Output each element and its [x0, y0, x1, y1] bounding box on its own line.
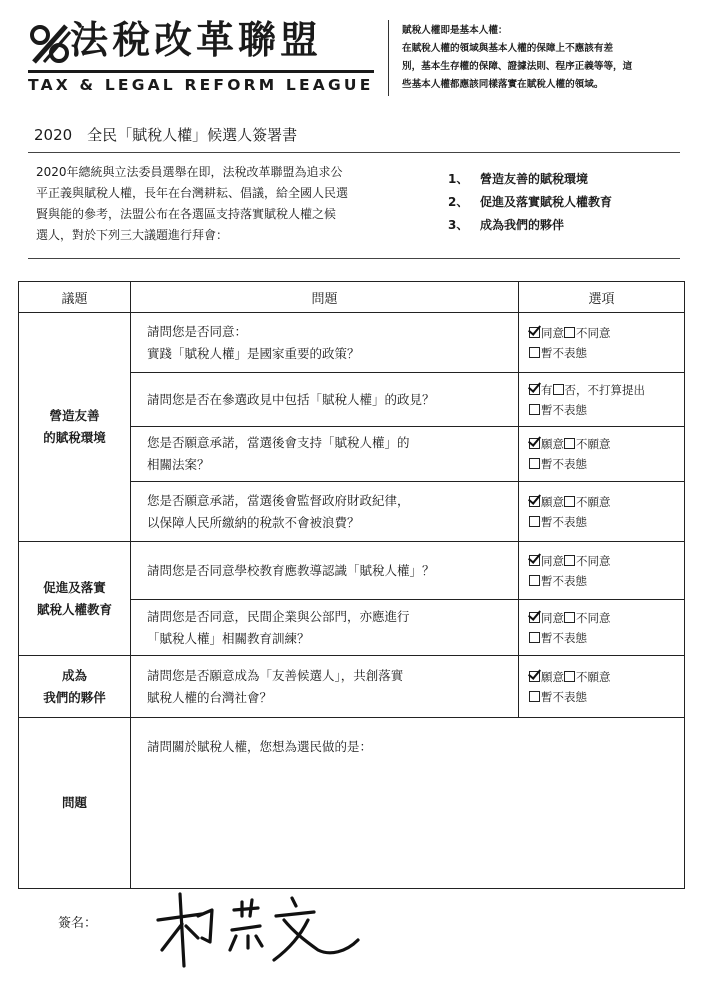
- option-label: 不同意: [576, 553, 611, 568]
- question-line: 請問您是否願意成為「友善候選人」，共創落實: [147, 667, 404, 683]
- question-row: [19, 313, 685, 373]
- option-label: 暫不表態: [541, 573, 587, 588]
- header-note-line: 賦稅人權即是基本人權：: [402, 25, 508, 36]
- checkbox[interactable]: [529, 347, 540, 358]
- signature-label: 簽名：: [58, 916, 98, 931]
- answer-options: [519, 373, 685, 427]
- checkbox[interactable]: [564, 496, 575, 507]
- header-question: 問題: [131, 282, 519, 313]
- question-line: 賦稅人權的台灣社會？: [147, 689, 273, 705]
- issue-list: [448, 168, 612, 237]
- option-label: 不願意: [576, 494, 611, 509]
- option-label: 否，不打算提出: [564, 382, 645, 397]
- issue-number: 2、: [448, 195, 469, 209]
- answer-options: [519, 542, 685, 600]
- intro-divider: [28, 258, 680, 259]
- option-label: 暫不表態: [541, 630, 587, 645]
- option-line: [529, 571, 684, 591]
- intro-line: 平正義與賦稅人權，長年在台灣耕耘、倡議，給全國人民選: [36, 186, 349, 200]
- questionnaire-table: [18, 281, 685, 889]
- header-options: 選項: [519, 282, 685, 313]
- logo-underline: [28, 70, 374, 73]
- topic-category: [19, 542, 131, 656]
- option-label: 不願意: [576, 669, 611, 684]
- org-name-cn: 法稅改革聯盟: [70, 18, 323, 62]
- question-line: 請問您是否同意，民間企業與公部門，亦應進行: [147, 608, 410, 624]
- checked-checkbox[interactable]: [529, 438, 540, 449]
- title-divider: [28, 152, 680, 153]
- header-note-line: 別，基本生存權的保障、證據法則、程序正義等等，這: [402, 61, 633, 72]
- checkbox[interactable]: [529, 404, 540, 415]
- issue-text: 營造友善的賦稅環境: [480, 172, 589, 186]
- issue-number: 1、: [448, 172, 469, 186]
- document-title: 2020 全民「賦稅人權」候選人簽署書: [34, 126, 298, 144]
- checkbox[interactable]: [564, 555, 575, 566]
- option-line: [529, 323, 684, 343]
- checkbox[interactable]: [529, 575, 540, 586]
- header-note-line: 些基本人權都應該同樣落實在賦稅人權的領域。: [402, 79, 604, 90]
- option-line: [529, 343, 684, 363]
- question-text: [131, 656, 519, 718]
- option-label: 暫不表態: [541, 689, 587, 704]
- option-label: 不願意: [576, 437, 611, 451]
- option-label: 暫不表態: [541, 457, 587, 471]
- option-line: [529, 512, 684, 532]
- option-label: 同意: [541, 325, 564, 340]
- option-line: [529, 380, 684, 400]
- option-label: 暫不表態: [541, 402, 587, 417]
- question-line: 您是否願意承諾，當選後會監督政府財政紀律，: [147, 492, 410, 508]
- issue-text: 促進及落實賦稅人權教育: [480, 195, 613, 209]
- question-text: [131, 600, 519, 656]
- question-text: [131, 482, 519, 542]
- question-line: 請問您是否同意：: [147, 323, 248, 339]
- option-line: [529, 608, 684, 628]
- checked-checkbox[interactable]: [529, 327, 540, 338]
- checked-checkbox[interactable]: [529, 496, 540, 507]
- option-line: [529, 667, 684, 687]
- answer-options: [519, 600, 685, 656]
- question-line: 相關法案？: [147, 457, 210, 472]
- league-logo-icon: [28, 22, 72, 66]
- intro-paragraph: [36, 162, 426, 246]
- option-line: [529, 454, 684, 474]
- question-text: [131, 427, 519, 482]
- issue-item: [448, 191, 612, 214]
- checkbox[interactable]: [529, 691, 540, 702]
- checkbox[interactable]: [529, 458, 540, 469]
- topic-category-line: 營造友善: [49, 408, 100, 423]
- question-line: 請問您是否同意學校教育應教導認識「賦稅人權」？: [147, 562, 435, 578]
- question-text: [131, 373, 519, 427]
- intro-line: 賢與能的參考，法盟公布在各選區支持落實賦稅人權之候: [36, 207, 337, 221]
- option-line: [529, 628, 684, 648]
- option-label: 願意: [541, 669, 564, 684]
- question-line: 實踐「賦稅人權」是國家重要的政策？: [147, 345, 360, 361]
- option-line: [529, 687, 684, 707]
- checkbox[interactable]: [564, 327, 575, 338]
- answer-options: [519, 656, 685, 718]
- option-line: [529, 551, 684, 571]
- question-line: 以保障人民所繳納的稅款不會被浪費？: [147, 514, 360, 530]
- option-label: 不同意: [576, 325, 611, 340]
- answer-options: [519, 482, 685, 542]
- option-label: 同意: [541, 553, 564, 568]
- checkbox[interactable]: [564, 612, 575, 623]
- org-name-en: TAX & LEGAL REFORM LEAGUE: [28, 76, 374, 94]
- free-question-prompt: 請問關於賦稅人權，您想為選民做的是：: [131, 718, 685, 889]
- checkbox[interactable]: [529, 632, 540, 643]
- free-question-category: 問題: [19, 718, 131, 889]
- option-label: 願意: [541, 494, 564, 509]
- answer-options: [519, 313, 685, 373]
- topic-category-line: 賦稅人權教育: [36, 601, 112, 617]
- checkbox[interactable]: [553, 384, 564, 395]
- question-line: 您是否願意承諾，當選後會支持「賦稅人權」的: [147, 435, 410, 450]
- table-header-row: [19, 282, 685, 313]
- option-label: 願意: [541, 437, 564, 451]
- question-line: 請問您是否在參選政見中包括「賦稅人權」的政見？: [147, 391, 435, 407]
- answer-options: [519, 427, 685, 482]
- topic-category: [19, 656, 131, 718]
- question-line: 「賦稅人權」相關教育訓練？: [147, 630, 310, 646]
- checked-checkbox[interactable]: [529, 671, 540, 682]
- option-label: 暫不表態: [541, 345, 587, 360]
- option-label: 有: [541, 382, 553, 397]
- question-text: [131, 313, 519, 373]
- checked-checkbox[interactable]: [529, 384, 540, 395]
- option-line: [529, 434, 684, 454]
- checked-checkbox[interactable]: [529, 555, 540, 566]
- header-divider: [388, 20, 389, 96]
- topic-category-line: 我們的夥伴: [43, 689, 106, 705]
- header-note: [402, 22, 692, 94]
- intro-line: 選人，對於下列三大議題進行拜會：: [36, 228, 229, 242]
- topic-category: [19, 313, 131, 542]
- question-row: [19, 656, 685, 718]
- option-line: [529, 400, 684, 420]
- checkbox[interactable]: [529, 516, 540, 527]
- topic-category-line: 促進及落實: [43, 579, 106, 595]
- issue-item: [448, 168, 612, 191]
- issue-item: [448, 214, 612, 237]
- checkbox[interactable]: [564, 438, 575, 449]
- free-question-row: [19, 718, 685, 889]
- issue-text: 成為我們的夥伴: [480, 218, 565, 232]
- topic-category-line: 的賦稅環境: [43, 430, 106, 445]
- intro-line: 2020年總統與立法委員選舉在即，法稅改革聯盟為追求公: [36, 165, 343, 179]
- header-topic: 議題: [19, 282, 131, 313]
- issue-number: 3、: [448, 218, 469, 232]
- question-text: [131, 542, 519, 600]
- handwritten-signature: [150, 880, 370, 970]
- option-label: 不同意: [576, 610, 611, 625]
- topic-category-line: 成為: [61, 667, 87, 683]
- checked-checkbox[interactable]: [529, 612, 540, 623]
- question-row: [19, 542, 685, 600]
- checkbox[interactable]: [564, 671, 575, 682]
- option-label: 暫不表態: [541, 514, 587, 529]
- option-line: [529, 492, 684, 512]
- header-note-line: 在賦稅人權的領域與基本人權的保障上不應該有差: [402, 43, 614, 54]
- option-label: 同意: [541, 610, 564, 625]
